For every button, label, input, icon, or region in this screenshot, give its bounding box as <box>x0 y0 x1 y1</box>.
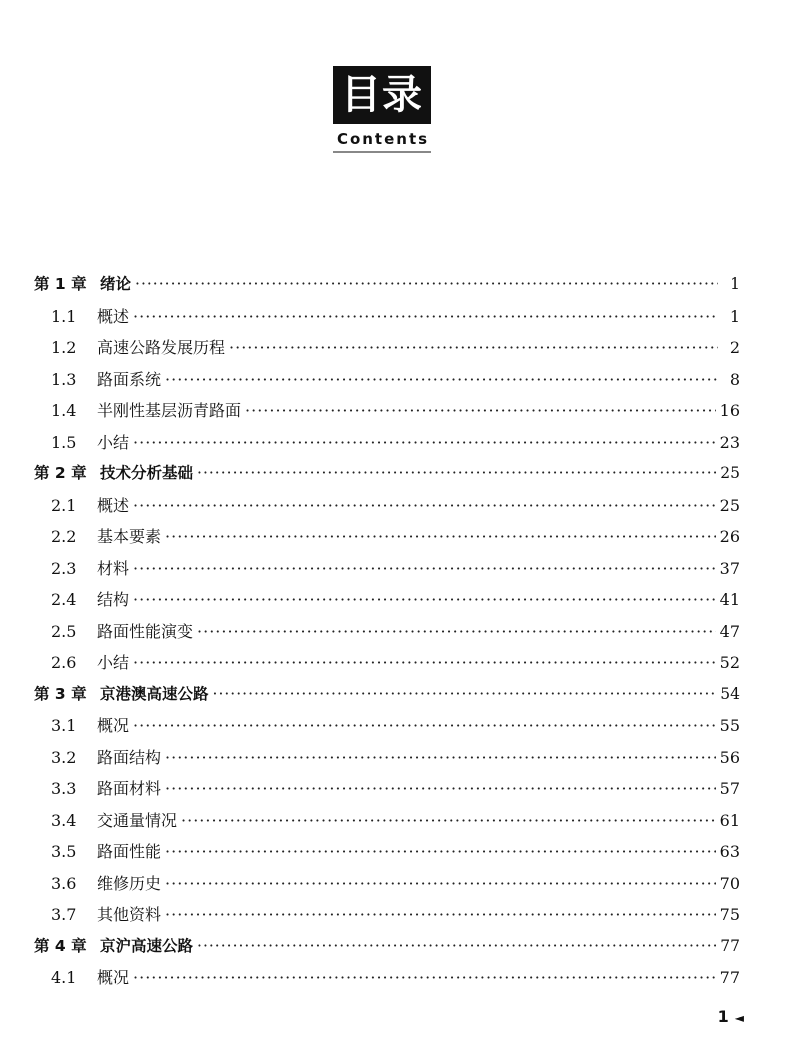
toc-chapter-row[interactable] <box>34 269 740 301</box>
dot-leader <box>165 899 716 931</box>
toc-section-row[interactable] <box>34 962 740 994</box>
toc-entry-title: 路面性能 <box>97 842 162 861</box>
toc-entry-number: 3.6 <box>51 873 77 893</box>
toc-chapter-row[interactable] <box>34 679 740 711</box>
dot-leader <box>197 616 716 648</box>
dot-leader <box>135 269 718 301</box>
toc-entry-title: 路面材料 <box>97 779 162 798</box>
toc-entry-number: 3.1 <box>51 716 77 735</box>
toc-entry-number: 3.2 <box>51 747 77 767</box>
toc-entry-page: 63 <box>719 842 740 861</box>
toc-entry-title: 路面结构 <box>97 747 162 767</box>
toc-entry-number: 2.3 <box>51 558 77 578</box>
toc-entry-number: 3.3 <box>51 779 77 798</box>
dot-leader <box>213 679 717 711</box>
toc-entry-page: 25 <box>719 495 740 515</box>
toc-title: 目录 <box>333 66 431 124</box>
toc-entry-number: 2.4 <box>51 590 77 609</box>
dot-leader <box>181 805 716 837</box>
toc-entry-title: 小结 <box>97 432 130 452</box>
dot-leader <box>133 584 716 616</box>
toc-entry-number: 2.6 <box>51 653 77 672</box>
toc-section-row[interactable] <box>34 332 740 364</box>
toc-entry-number: 2.5 <box>51 621 77 641</box>
dot-leader <box>229 332 718 364</box>
toc-entry-title: 维修历史 <box>97 873 162 893</box>
toc-entry-page: 75 <box>719 905 740 924</box>
toc-subtitle: Contents <box>336 130 430 148</box>
toc-entry-title: 概述 <box>97 495 130 515</box>
table-of-contents <box>34 269 740 994</box>
toc-entry-title: 概述 <box>97 306 130 326</box>
toc-entry-number: 2.2 <box>51 527 77 546</box>
toc-section-row[interactable] <box>34 710 740 742</box>
dot-leader <box>133 553 716 585</box>
toc-section-row[interactable] <box>34 553 740 585</box>
toc-entry-title: 高速公路发展历程 <box>97 338 226 357</box>
dot-leader <box>133 490 716 522</box>
toc-entry-page: 61 <box>719 810 740 830</box>
dot-leader <box>133 427 716 459</box>
dot-leader <box>133 710 716 742</box>
toc-entry-title: 路面系统 <box>97 369 162 389</box>
toc-entry-page: 1 <box>729 306 740 326</box>
dot-leader <box>165 868 716 900</box>
toc-entry-number: 1.1 <box>51 306 77 326</box>
toc-title-block <box>333 66 435 153</box>
dot-leader <box>197 931 716 963</box>
toc-entry-page: 37 <box>719 558 740 578</box>
toc-section-row[interactable] <box>34 616 740 648</box>
toc-section-row[interactable] <box>34 773 740 805</box>
title-underline <box>333 151 431 153</box>
toc-entry-page: 52 <box>719 653 740 672</box>
toc-entry-number: 第 1 章 <box>34 275 87 293</box>
toc-entry-title: 概况 <box>97 716 130 735</box>
dot-leader <box>165 521 716 553</box>
toc-entry-page: 47 <box>719 621 740 641</box>
toc-entry-number: 第 2 章 <box>34 464 87 482</box>
toc-entry-number: 第 4 章 <box>34 936 87 955</box>
dot-leader <box>165 773 716 805</box>
toc-chapter-row[interactable] <box>34 458 740 490</box>
toc-entry-title: 基本要素 <box>97 527 162 546</box>
toc-section-row[interactable] <box>34 395 740 427</box>
dot-leader <box>165 364 718 396</box>
toc-entry-page: 77 <box>720 936 740 955</box>
toc-section-row[interactable] <box>34 899 740 931</box>
toc-entry-page: 2 <box>729 338 740 357</box>
toc-entry-page: 8 <box>729 369 740 389</box>
toc-section-row[interactable] <box>34 836 740 868</box>
toc-entry-title: 京沪高速公路 <box>100 936 194 955</box>
toc-entry-number: 1.3 <box>51 369 77 389</box>
toc-section-row[interactable] <box>34 584 740 616</box>
toc-entry-title: 绪论 <box>100 275 132 293</box>
page-number <box>718 1007 744 1026</box>
toc-section-row[interactable] <box>34 647 740 679</box>
toc-entry-page: 1 <box>730 275 740 293</box>
toc-entry-page: 55 <box>719 716 740 735</box>
toc-entry-number: 2.1 <box>51 495 77 515</box>
toc-entry-page: 16 <box>719 401 740 420</box>
toc-entry-title: 材料 <box>97 558 130 578</box>
dot-leader <box>133 301 718 333</box>
toc-entry-page: 57 <box>719 779 740 798</box>
toc-entry-title: 结构 <box>97 590 130 609</box>
toc-entry-number: 4.1 <box>51 968 77 987</box>
toc-entry-number: 3.5 <box>51 842 77 861</box>
toc-entry-title: 小结 <box>97 653 130 672</box>
toc-section-row[interactable] <box>34 521 740 553</box>
toc-entry-number: 3.7 <box>51 905 77 924</box>
toc-entry-number: 3.4 <box>51 810 77 830</box>
toc-entry-page: 56 <box>719 747 740 767</box>
toc-entry-title: 技术分析基础 <box>100 464 194 482</box>
toc-section-row[interactable] <box>34 868 740 900</box>
page-number-text: 1 <box>717 1007 729 1026</box>
dot-leader <box>133 647 716 679</box>
toc-entry-title: 路面性能演变 <box>97 621 194 641</box>
toc-entry-title: 概况 <box>97 968 130 987</box>
toc-entry-page: 41 <box>719 590 740 609</box>
toc-section-row[interactable] <box>34 301 740 333</box>
toc-entry-number: 1.2 <box>51 338 77 357</box>
toc-section-row[interactable] <box>34 364 740 396</box>
toc-chapter-row[interactable] <box>34 931 740 963</box>
toc-entry-number: 第 3 章 <box>34 684 87 703</box>
toc-entry-page: 70 <box>719 873 740 893</box>
page-marker-icon: ◄ <box>734 1011 744 1025</box>
toc-entry-page: 77 <box>719 968 740 987</box>
toc-entry-title: 其他资料 <box>97 905 162 924</box>
toc-entry-number: 1.5 <box>51 432 77 452</box>
toc-entry-title: 京港澳高速公路 <box>100 684 209 703</box>
toc-entry-page: 26 <box>719 527 740 546</box>
dot-leader <box>133 962 716 994</box>
dot-leader <box>165 836 716 868</box>
toc-section-row[interactable] <box>34 490 740 522</box>
dot-leader <box>197 458 716 490</box>
toc-entry-page: 23 <box>719 432 740 452</box>
toc-section-row[interactable] <box>34 742 740 774</box>
toc-entry-number: 1.4 <box>51 401 77 420</box>
toc-entry-page: 25 <box>720 464 740 482</box>
toc-section-row[interactable] <box>34 805 740 837</box>
toc-entry-title: 交通量情况 <box>97 810 178 830</box>
toc-section-row[interactable] <box>34 427 740 459</box>
dot-leader <box>165 742 716 774</box>
dot-leader <box>245 395 716 427</box>
toc-entry-title: 半刚性基层沥青路面 <box>97 401 242 420</box>
toc-entry-page: 54 <box>720 684 740 703</box>
